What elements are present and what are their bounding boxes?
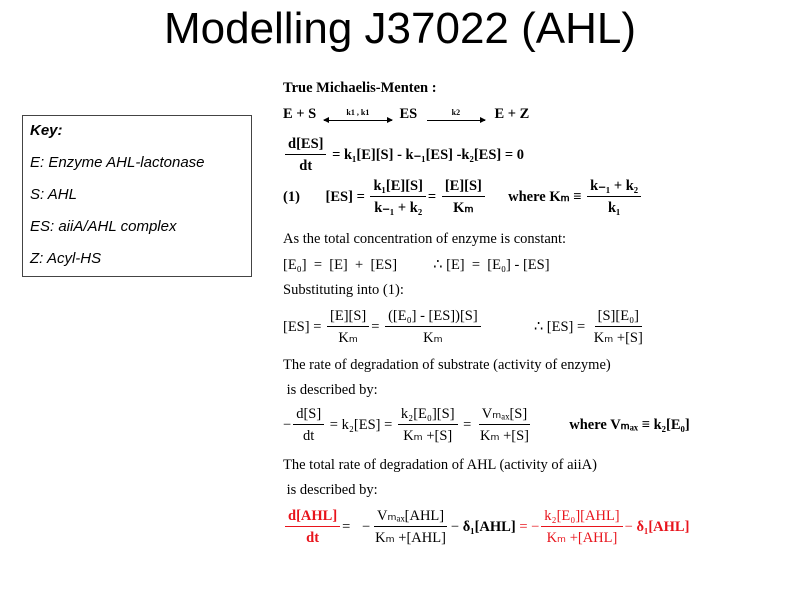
subst-frac1-num: [E][S] — [327, 306, 369, 327]
equation-1: (1) [ES] = $\frac{\text{k₁[E][S]}}{\text{k₋₁ + k₂}}$ = $\frac{[E][S]}{\text{Kₘ}}$ where Kₘ ≡ $\frac{\text{k₋₁ + k₂}}{\text{k₁}}$ — [283, 176, 643, 219]
km-den: k₁ — [607, 200, 621, 216]
slide-title: Modelling J37022 (AHL) — [163, 4, 637, 53]
reversible-arrow-icon — [324, 109, 392, 121]
reaction-equation — [283, 106, 529, 123]
arrow1-label: k1 , k1 — [346, 107, 370, 117]
subst-frac3-den: Kₘ +[S] — [593, 330, 643, 346]
ahl-frac1-num: Vₘₐₓ[AHL] — [374, 506, 447, 527]
arrow2-label: k2 — [451, 107, 461, 117]
subst-frac2-den: Kₘ — [423, 330, 443, 346]
ahl-text-1: The total rate of degradation of AHL (activity of aiiA) — [283, 457, 597, 473]
total-enzyme-text: As the total concentration of enzyme is constant: — [283, 231, 567, 247]
ahl-lhs-den: dt — [306, 530, 320, 546]
key-title: Key: — [30, 122, 63, 139]
ahl-frac1-den: Kₘ +[AHL] — [375, 530, 446, 546]
rate-frac2-den: Kₘ +[S] — [479, 428, 529, 444]
rate-text-2: is described by: — [283, 382, 378, 398]
subst-frac3-num: [S][E₀] — [595, 306, 642, 327]
des-dt-denominator: dt — [299, 158, 313, 174]
mm-heading: True Michaelis-Menten : — [283, 80, 437, 96]
reaction-left: E + S — [283, 106, 317, 122]
ahl-equation: $\frac{\text{d[AHL]}}{dt}$ = − $\frac{\text{Vₘₐₓ[AHL]}}{\text{Kₘ +[AHL]}}$ − δ₁[AHL] = − $\frac{\text{k₂[E₀][AHL]}}{\text{Kₘ +[AHL]}}$ − δ₁[AHL] — [283, 506, 689, 549]
vmax-definition: where Vₘₐₓ ≡ k₂[E₀] — [569, 416, 690, 433]
km-num: k₋₁ + k₂ — [587, 176, 641, 197]
eq1-label: (1) — [283, 188, 300, 205]
substituting-text: Substituting into (1): — [283, 282, 404, 298]
des-dt-numerator: d[ES] — [285, 134, 326, 155]
total-enzyme-equation: [E₀] = [E] + [ES] ∴ [E] = [E₀] - [ES] — [283, 257, 550, 273]
ahl-frac2-num: k₂[E₀][AHL] — [541, 506, 622, 527]
rate-lhs-den: dt — [303, 428, 315, 444]
des-dt-rhs: = k₁[E][S] - k₋₁[ES] -k₂[ES] = 0 — [332, 146, 524, 163]
key-item-enzyme: E: Enzyme AHL-lactonase — [30, 154, 205, 171]
ahl-frac2-den: Kₘ +[AHL] — [546, 530, 618, 546]
rate-text-1: The rate of degradation of substrate (activity of enzyme) — [283, 357, 611, 373]
subst-frac2-num: ([E₀] - [ES])[S] — [385, 306, 481, 327]
key-item-complex: ES: aiiA/AHL complex — [30, 218, 177, 235]
rate-lhs-num: d[S] — [293, 404, 324, 425]
key-item-substrate: S: AHL — [30, 186, 77, 203]
km-definition-label: where Kₘ ≡ — [508, 188, 582, 205]
substitution-equation: [ES] = $\frac{[E][S]}{\text{Kₘ}}$ = $\frac{\text{([E₀] - [ES])[S]}}{\text{Kₘ}}$ ∴ [ES] = $\frac{\text{[S][E₀]}}{\text{Kₘ +[S]}}$ — [283, 306, 648, 349]
subst-frac1-den: Kₘ — [338, 330, 358, 346]
rate-frac1-den: Kₘ +[S] — [403, 428, 453, 444]
key-box — [22, 115, 252, 277]
des-dt-equation — [283, 134, 524, 177]
key-item-product: Z: Acyl-HS — [30, 250, 102, 267]
reaction-right: E + Z — [494, 106, 530, 122]
eq1-frac1-num: k₁[E][S] — [370, 176, 425, 197]
eq1-frac2-den: Kₘ — [453, 200, 474, 216]
reaction-middle: ES — [399, 106, 418, 122]
ahl-lhs-num: d[AHL] — [285, 506, 340, 527]
rate-frac2-num: Vₘₐₓ[S] — [479, 404, 530, 425]
rate-frac1-num: k₂[E₀][S] — [398, 404, 458, 425]
ahl-decay-term-2: δ₁[AHL] — [636, 518, 690, 535]
rate-equation: − $\frac{d[S]}{dt}$ = k₂[ES] = $\frac{\text{k₂[E₀][S]}}{\text{Kₘ +[S]}}$ = $\frac{\text{Vₘₐₓ[S]}}{\text{Kₘ +[S]}}$ where Vₘₐₓ ≡ k₂[E₀] — [283, 404, 690, 447]
eq1-frac1-den: k₋₁ + k₂ — [374, 200, 423, 216]
ahl-decay-term-1: δ₁[AHL] — [462, 518, 516, 535]
subst-lhs: [ES] = — [283, 318, 322, 335]
subst-therefore: ∴ [ES] = — [533, 318, 586, 335]
eq1-lhs: [ES] = — [325, 188, 365, 205]
eq1-frac2-num: [E][S] — [442, 176, 485, 197]
forward-arrow-icon — [427, 109, 485, 121]
rate-mid: = k₂[ES] = — [329, 416, 393, 433]
ahl-text-2: is described by: — [283, 482, 378, 498]
